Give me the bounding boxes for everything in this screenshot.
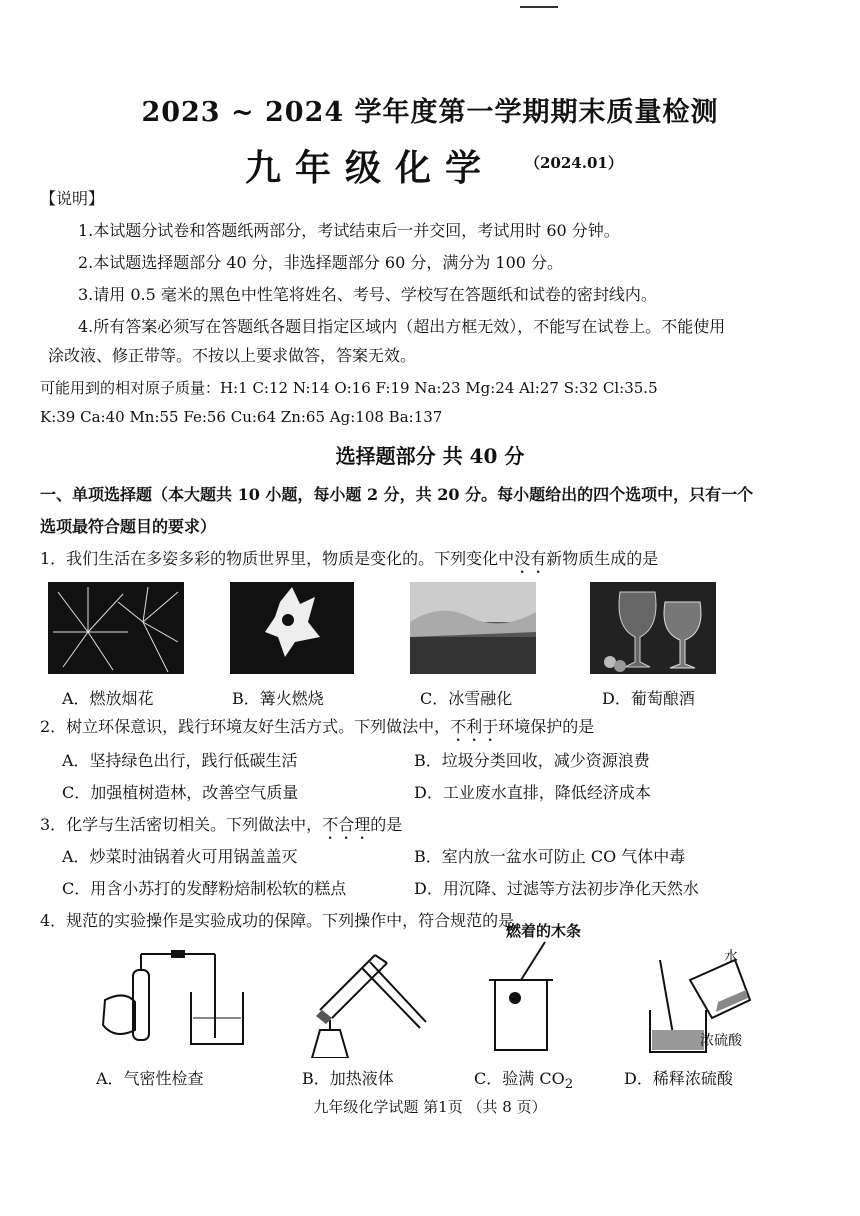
atomic-masses-2: K:39 Ca:40 Mn:55 Fe:56 Cu:64 Zn:65 Ag:108 Ba:137 bbox=[40, 408, 443, 426]
q3-option-c: C．用含小苏打的发酵粉焙制松软的糕点 bbox=[62, 879, 347, 898]
water-label: 水 bbox=[724, 949, 738, 965]
note-2: 2.本试题选择题部分 40 分，非选择题部分 60 分，满分为 100 分。 bbox=[78, 253, 564, 272]
exam-title: 2023 ~ 2024 学年度第一学期期末质量检测 bbox=[141, 97, 719, 128]
co2-test-diagram bbox=[485, 940, 565, 1058]
atomic-masses-1: 可能用到的相对原子质量：H:1 C:12 N:14 O:16 F:19 Na:23 Mg:24 Al:27 S:32 Cl:35.5 bbox=[40, 379, 658, 397]
note-3: 3.请用 0.5 毫米的黑色中性笔将姓名、考号、学校写在答题纸和试卷的密封线内。 bbox=[78, 285, 657, 304]
section-intro-cont: 选项最符合题目的要求） bbox=[40, 517, 217, 536]
q2-stem: 2．树立环保意识，践行环境友好生活方式。下列做法中，不利于环境保护的是 bbox=[40, 717, 595, 736]
exam-date: （2024.01） bbox=[525, 154, 623, 172]
note-1: 1.本试题分试卷和答题纸两部分，考试结束后一并交回，考试用时 60 分钟。 bbox=[78, 221, 620, 240]
bonfire-image bbox=[230, 582, 354, 674]
q4-option-b: B．加热液体 bbox=[302, 1069, 394, 1088]
melting-snow-image bbox=[410, 582, 536, 674]
wine-image bbox=[590, 582, 716, 674]
section-intro: 一、单项选择题（本大题共 10 小题，每小题 2 分，共 20 分。每小题给出的四个选项中，只有一个 bbox=[40, 485, 754, 504]
q2-emphasis: 不利于 bbox=[450, 717, 499, 736]
q3-option-b: B．室内放一盆水可防止 CO 气体中毒 bbox=[414, 847, 686, 866]
q3-stem: 3．化学与生活密切相关。下列做法中，不合理的是 bbox=[40, 815, 403, 834]
q1-emphasis: 没有 bbox=[514, 549, 547, 568]
acid-label: 浓硫酸 bbox=[700, 1033, 742, 1049]
burning-stick-label: 燃着的木条 bbox=[506, 922, 582, 940]
q2-option-b: B．垃圾分类回收，减少资源浪费 bbox=[414, 751, 650, 770]
q1-stem: 1．我们生活在多姿多彩的物质世界里，物质是变化的。下列变化中没有新物质生成的是 bbox=[40, 549, 659, 568]
q4-option-d: D．稀释浓硫酸 bbox=[624, 1069, 733, 1088]
q2-option-a: A．坚持绿色出行，践行低碳生活 bbox=[62, 751, 298, 770]
heating-diagram bbox=[300, 940, 430, 1058]
q3-option-d: D．用沉降、过滤等方法初步净化天然水 bbox=[414, 879, 699, 898]
q1-option-b: B．篝火燃烧 bbox=[232, 689, 324, 708]
q1-option-c: C．冰雪融化 bbox=[420, 689, 513, 708]
q2-option-c: C．加强植树造林，改善空气质量 bbox=[62, 783, 299, 802]
note-4: 4.所有答案必须写在答题纸各题目指定区域内（超出方框无效），不能写在试卷上。不能使用 bbox=[78, 317, 726, 336]
q3-option-a: A．炒菜时油锅着火可用锅盖盖灭 bbox=[62, 847, 298, 866]
q4-option-c: C．验满 $CO_2$ bbox=[474, 1069, 574, 1093]
subject-title: 九年级化学 bbox=[245, 147, 496, 189]
q3-emphasis: 不合理 bbox=[322, 815, 371, 834]
section-title: 选择题部分 共 40 分 bbox=[335, 444, 525, 468]
note-4-cont: 涂改液、修正带等。不按以上要求做答，答案无效。 bbox=[48, 346, 417, 365]
notes-heading: 【说明】 bbox=[40, 189, 105, 208]
q4-stem: 4．规范的实验操作是实验成功的保障。下列操作中，符合规范的是 bbox=[40, 911, 515, 930]
airtightness-diagram bbox=[95, 940, 255, 1058]
q1-option-a: A．燃放烟花 bbox=[62, 689, 154, 708]
top-mark bbox=[520, 6, 558, 8]
fireworks-image bbox=[48, 582, 184, 674]
q2-option-d: D．工业废水直排，降低经济成本 bbox=[414, 783, 651, 802]
q4-option-a: A．气密性检查 bbox=[96, 1069, 204, 1088]
page-footer: 九年级化学试题 第1页 （共 8 页） bbox=[313, 1098, 547, 1116]
q1-option-d: D．葡萄酿酒 bbox=[602, 689, 695, 708]
